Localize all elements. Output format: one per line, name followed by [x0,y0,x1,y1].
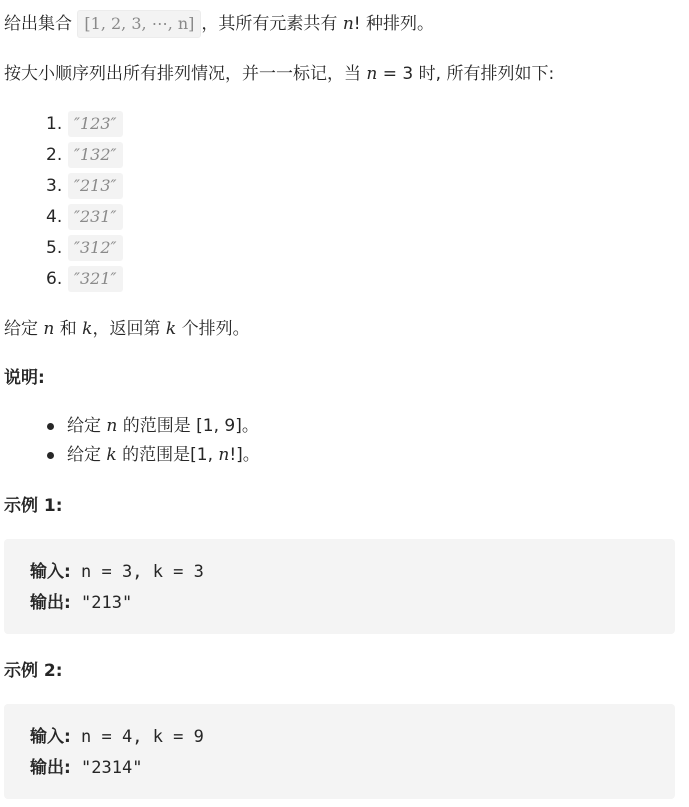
task-t3: ，返回第 [92,319,161,339]
input-label: 输入: [30,727,71,747]
list-number: 6. [46,269,63,289]
list-number: 3. [46,176,63,196]
example2-code-block [4,704,675,799]
permutation-value: ″132″ [68,142,123,168]
order-line [4,62,554,86]
input-label: 输入: [30,562,71,582]
bullet-icon [47,423,54,430]
task-line [4,317,250,341]
example2-title: 示例 2: [4,661,63,681]
intro-line [4,10,434,38]
note-title: 说明: [4,368,45,388]
note-text [67,443,260,467]
note-post2: !]。 [229,445,260,465]
permutation-value: ″321″ [68,266,123,292]
note-var: n [106,416,118,436]
order-text1: 按大小顺序列出所有排列情况，并一一标记，当 [4,64,361,84]
intro-prefix: 给出集合 [4,14,72,34]
example1-code-block [4,539,675,634]
note-pre: 给定 [67,445,101,465]
output-value: "2314" [70,758,143,778]
order-eq: = 3 [382,64,414,84]
example1-input [30,560,204,584]
task-k2: k [165,319,177,339]
permutation-value: ″213″ [68,173,123,199]
note-var2: n [218,445,230,465]
permutation-value: ″231″ [68,204,123,230]
input-value: n = 4, k = 9 [70,727,204,747]
list-number: 2. [46,145,63,165]
example2-input [30,725,204,749]
intro-bang: ! [353,14,361,34]
note-var: k [106,445,117,465]
note-post: 的范围是 [1, 9]。 [122,416,259,436]
note-pre: 给定 [67,416,101,436]
intro-suffix: 种排列。 [366,14,435,34]
bullet-icon [47,452,54,459]
note-post: 的范围是[1, [122,445,213,465]
intro-middle: ，其所有元素共有 [201,14,338,34]
list-number: 5. [46,238,63,258]
output-label: 输出: [30,593,71,613]
example1-output [30,591,132,615]
permutation-value: ″312″ [68,235,123,261]
output-label: 输出: [30,758,71,778]
task-k: k [82,319,93,339]
permutation-value: ″123″ [68,111,123,137]
task-n: n [43,319,55,339]
output-value: "213" [70,593,133,613]
order-n: n [366,64,378,84]
task-t1: 给定 [4,319,38,339]
intro-n: n [342,14,354,34]
list-number: 1. [46,114,63,134]
list-number: 4. [46,207,63,227]
example2-output [30,756,142,780]
example1-title: 示例 1: [4,496,63,516]
task-t4: 个排列。 [181,319,250,339]
input-value: n = 3, k = 3 [70,562,204,582]
task-t2: 和 [59,319,77,339]
note-text [67,414,259,438]
order-text2: 时, 所有排列如下: [418,64,555,84]
set-notation: [1, 2, 3, ⋯, n] [77,10,201,38]
